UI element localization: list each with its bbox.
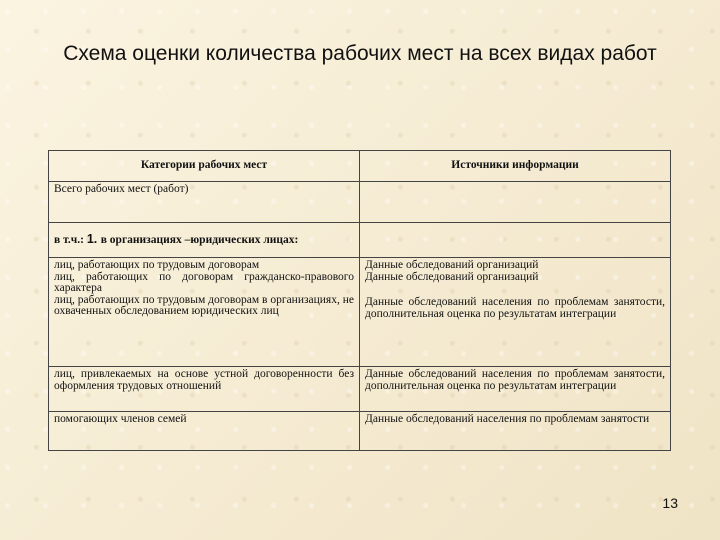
source-cell: Данные обследований населения по проблемам занятости, дополнительная оценка по результатам интеграции [360,367,671,412]
subheader-row [49,223,671,258]
subheader-source [360,223,671,258]
table-row [49,412,671,451]
source-item: Данные обследований организаций [365,270,539,283]
category-item: лиц, работающих по трудовым договорам [54,259,260,271]
slide-title: Схема оценки количества рабочих мест на всех видах работ [63,42,657,65]
total-row-source [360,182,671,223]
source-item: Данные обследований населения по проблемам занятости, дополнительная оценка по результатам интеграции [365,296,665,320]
header-categories: Категории рабочих мест [49,151,360,182]
source-cell: Данные обследований населения по проблемам занятости [360,412,671,451]
total-row [49,182,671,223]
page-number: 13 [662,495,678,511]
subheader-number: 1. [86,231,101,246]
subheader-text: в организациях –юридических лицах: [100,233,299,246]
table-row [49,258,671,367]
table-row [49,367,671,412]
category-group-cell [49,258,360,367]
categories-table [48,150,671,451]
category-item: лиц, работающих по договорам гражданско-правового характера [54,270,354,294]
category-cell: лиц, привлекаемых на основе устной договоренности без оформления трудовых отношений [49,367,360,412]
category-cell: помогающих членов семей [49,412,360,451]
subheader-prefix: в т.ч.: [54,233,87,246]
total-row-label: Всего рабочих мест (работ) [49,182,360,223]
table-header-row [49,151,671,182]
subheader-cell [49,223,360,258]
source-group-cell [360,258,671,367]
header-sources: Источники информации [360,151,671,182]
category-item: лиц, работающих по трудовым договорам в организациях, не охваченных обследованием юридических лиц [54,293,354,317]
source-item: Данные обследований организаций [365,259,539,271]
